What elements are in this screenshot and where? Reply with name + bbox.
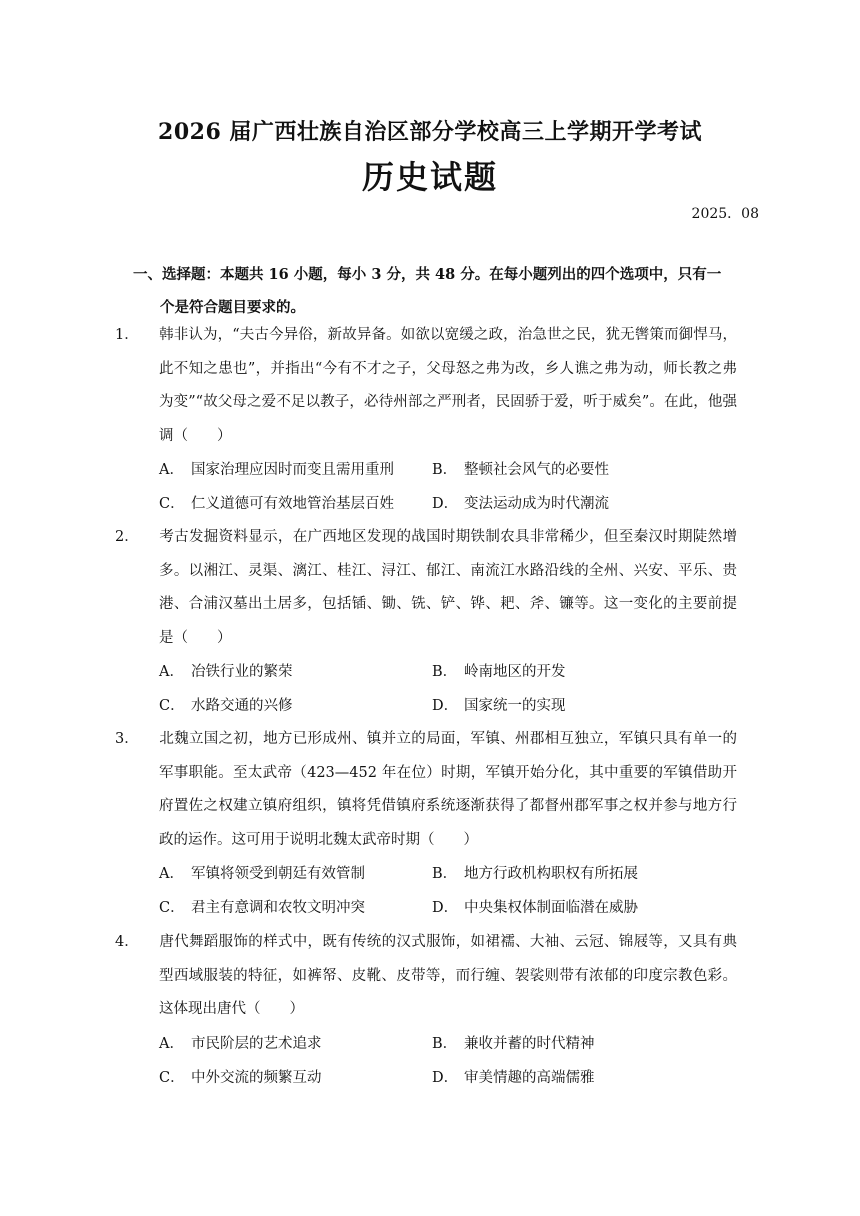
option-a[interactable]: A． 市民阶层的艺术追求 [159, 1035, 322, 1052]
option-row [137, 857, 737, 891]
question-1 [115, 319, 737, 521]
question-text: 唐代舞蹈服饰的样式中，既有传统的汉式服饰，如裙襦、大袖、云冠、锦屐等，又具有典型西域服装的特征，如裤帑、皮靴、皮带等，而行缠、袈裟则带有浓郁的印度宗教色彩。这体现出唐代（ ） [159, 934, 737, 1018]
option-c[interactable]: C． 水路交通的兴修 [159, 698, 293, 715]
exam-title: 2026 届广西壮族自治区部分学校高三上学期开学考试 [158, 119, 702, 145]
question-number: 4． [115, 934, 139, 950]
option-b[interactable]: B． 整顿社会风气的必要性 [432, 462, 609, 479]
question-text: 考古发掘资料显示，在广西地区发现的战国时期铁制农具非常稀少，但至秦汉时期陡然增多。以湘江、灵渠、漓江、桂江、浔江、郁江、南流江水路沿线的全州、兴安、平乐、贵港、合浦汉墓出土居多，包括锸、锄、铣、铲、铧、耙、斧、镰等。这一变化的主要前提是（ ） [159, 529, 737, 646]
question-text: 北魏立国之初，地方已形成州、镇并立的局面，军镇、州郡相互独立，军镇只具有单一的军事职能。至太武帝（423—452 年在位）时期，军镇开始分化，其中重要的军镇借助开府置佐之权建立镇府组织，镇将凭借镇府系统逐渐获得了都督州郡军事之权并参与地方行政的运作。这可用于说明北魏太武帝时期（ ） [159, 731, 737, 848]
option-d[interactable]: D． 审美情趣的高端儒雅 [432, 1069, 595, 1086]
option-c[interactable]: C． 君主有意调和农牧文明冲突 [159, 900, 365, 917]
question-stem [115, 723, 737, 857]
option-d[interactable]: D． 变法运动成为时代潮流 [432, 496, 609, 513]
question-number: 2． [115, 529, 139, 545]
question-number: 3． [115, 731, 139, 747]
question-3 [115, 723, 737, 925]
question-number: 1． [115, 327, 139, 343]
option-row [137, 689, 737, 723]
option-row [137, 1061, 737, 1095]
option-row [137, 487, 737, 521]
option-row [137, 1027, 737, 1061]
option-b[interactable]: B． 兼收并蓄的时代精神 [432, 1035, 595, 1052]
option-a[interactable]: A． 军镇将领受到朝廷有效管制 [159, 866, 365, 883]
option-row [137, 891, 737, 925]
question-stem [115, 521, 737, 655]
option-row [137, 655, 737, 689]
question-stem [115, 926, 737, 1027]
option-row [137, 453, 737, 487]
section-heading-line1: 一、选择题：本题共 16 小题，每小 3 分，共 48 分。在每小题列出的四个选项中，只有一 [133, 266, 722, 283]
option-a[interactable]: A． 冶铁行业的繁荣 [159, 664, 293, 681]
exam-date: 2025．08 [691, 206, 759, 222]
subject-title: 历史试题 [361, 158, 498, 196]
option-d[interactable]: D． 中央集权体制面临潜在威胁 [432, 900, 638, 917]
question-4 [115, 926, 737, 1095]
option-b[interactable]: B． 地方行政机构职权有所拓展 [432, 866, 638, 883]
question-stem [115, 319, 737, 453]
section-heading-line2: 个是符合题目要求的。 [160, 299, 305, 316]
option-c[interactable]: C． 中外交流的频繁互动 [159, 1069, 322, 1086]
option-d[interactable]: D． 国家统一的实现 [432, 698, 566, 715]
section-heading [133, 258, 753, 324]
question-text: 韩非认为，“夫古今异俗，新故异备。如欲以宽缓之政，治急世之民，犹无辔策而御悍马，此不知之患也”，并指出“今有不才之子，父母怒之弗为改，乡人谯之弗为动，师长教之弗为变”“故父母之爱不足以教子，必待州部之严刑者，民固骄于爱，听于威矣”。在此，他强调（ ） [159, 327, 737, 444]
question-2 [115, 521, 737, 723]
option-c[interactable]: C． 仁义道德可有效地管治基层百姓 [159, 496, 394, 513]
option-a[interactable]: A． 国家治理应因时而变且需用重刑 [159, 462, 394, 479]
option-b[interactable]: B． 岭南地区的开发 [432, 664, 566, 681]
